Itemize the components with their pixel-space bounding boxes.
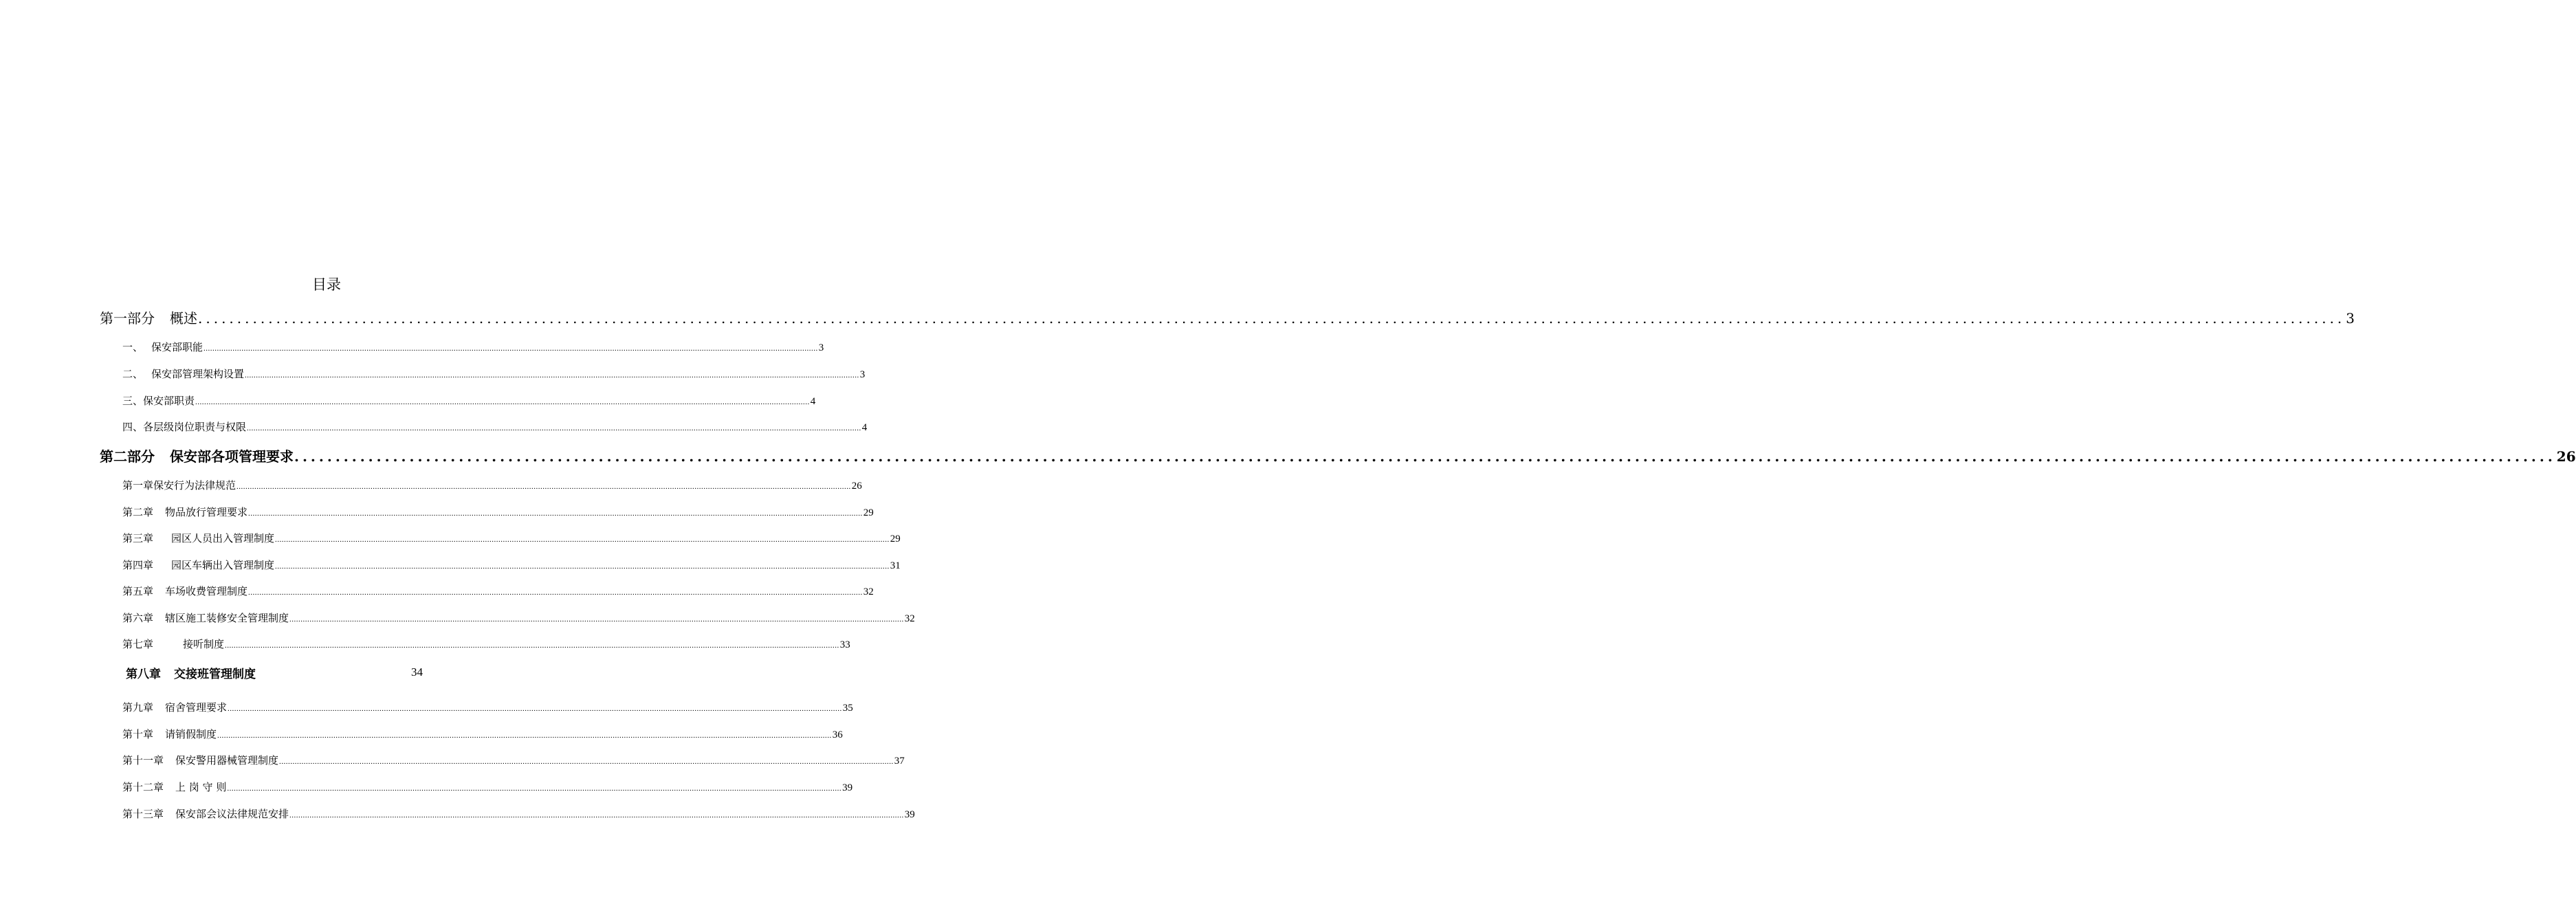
toc-leader-dots: ................................................................................................................................................................................................................................................................................... [217,732,832,740]
toc-page-number: 32 [904,613,915,624]
toc-page-number: 37 [894,756,905,767]
toc-part-2[interactable] [100,446,2576,465]
toc-leader-dots: ................................................................................................................................................................................................................................................................................... [248,588,863,597]
toc-page-number: 39 [842,782,853,793]
toc-leader-dots: ................................................................................................................................................................................................................................................................................... [275,536,890,544]
toc-chapter[interactable]: 第十章 请销假制度 ................................................................................................................................................................................................................................................................................... 36 [122,728,843,740]
toc-leader-dots: ................................................................................................................................................................................................................................................................................... [225,641,839,650]
toc-page-number: 3 [859,369,866,380]
toc-leader-dots: ................................................................................................................................................................................................................................................................................... [236,483,851,491]
toc-part-1[interactable] [100,307,2355,327]
toc-chapter[interactable]: 第四章 园区车辆出入管理制度 ................................................................................................................................................................................................................................................................................... 31 [122,559,901,571]
toc-page-number: 3 [818,342,824,353]
toc-chapter-8-page: 34 [411,666,423,679]
toc-chapter[interactable]: 第五章 车场收费管理制度 ................................................................................................................................................................................................................................................................................... 32 [122,585,874,597]
toc-page-number: 35 [842,703,853,714]
toc-leader-dots: ................................................................................................................................................................................................................................................................................... [294,448,2556,465]
toc-item[interactable]: 四、各层级岗位职责与权限 ................................................................................................................................................................................................................................................................................... 4 [122,421,868,433]
toc-chapter[interactable]: 第十一章 保安警用器械管理制度 ................................................................................................................................................................................................................................................................................... 37 [122,754,905,767]
toc-page-number: 32 [863,586,874,597]
toc-page-number: 4 [861,422,868,433]
toc-page-number: 3 [2346,310,2355,327]
toc-chapter[interactable]: 第十二章 上 岗 守 则 ................................................................................................................................................................................................................................................................................... 39 [122,781,853,793]
toc-leader-dots: ................................................................................................................................................................................................................................................................................... [289,615,904,624]
toc-item[interactable]: 三、保安部职责 ................................................................................................................................................................................................................................................................................... 4 [122,395,816,407]
toc-chapter[interactable]: 第六章 辖区施工装修安全管理制度 ................................................................................................................................................................................................................................................................................... 32 [122,612,915,624]
toc-chapter[interactable]: 第九章 宿舍管理要求 ................................................................................................................................................................................................................................................................................... 35 [122,701,853,714]
toc-leader-dots: ................................................................................................................................................................................................................................................................................... [227,784,842,793]
toc-part-2-label: 第二部分 保安部各项管理要求 [100,448,294,465]
toc-leader-dots: ................................................................................................................................................................................................................................................................................... [247,424,861,432]
toc-page-number: 4 [810,396,816,407]
toc-leader-dots: ................................................................................................................................................................................................................................................................................... [245,371,859,380]
toc-chapter[interactable]: 第七章 接听制度 ................................................................................................................................................................................................................................................................................... 33 [122,638,850,650]
toc-page-number: 36 [832,729,843,740]
toc-chapter[interactable]: 第三章 园区人员出入管理制度 ................................................................................................................................................................................................................................................................................... 29 [122,532,901,544]
toc-page-number: 31 [890,560,901,571]
toc-leader-dots: ................................................................................................................................................................................................................................................................................... [279,758,894,766]
toc-page-number: 26 [851,481,862,492]
toc-item[interactable]: 二、 保安部管理架构设置 ................................................................................................................................................................................................................................................................................... 3 [122,368,866,380]
toc-page-number: 29 [890,534,901,544]
toc-title: 目录 [312,276,341,293]
toc-leader-dots: ................................................................................................................................................................................................................................................................................... [289,811,904,820]
toc-chapter-8[interactable]: 第八章 交接班管理制度 [126,668,256,681]
toc-part-1-label: 第一部分 概述 [100,310,197,327]
toc-page-number: 29 [863,507,874,518]
toc-page-number: 39 [904,809,915,820]
toc-chapter[interactable]: 第一章保安行为法律规范 ................................................................................................................................................................................................................................................................................... 26 [122,479,862,492]
toc-page-number: 26 [2556,448,2576,465]
toc-leader-dots: ................................................................................................................................................................................................................................................................................... [198,310,2346,327]
toc-leader-dots: ................................................................................................................................................................................................................................................................................... [228,705,842,713]
toc-page-number: 33 [839,639,850,650]
toc-leader-dots: ................................................................................................................................................................................................................................................................................... [195,398,810,406]
toc-item[interactable]: 一、 保安部职能 ................................................................................................................................................................................................................................................................................... 3 [122,341,824,353]
toc-leader-dots: ................................................................................................................................................................................................................................................................................... [248,509,863,518]
toc-chapter[interactable]: 第十三章 保安部会议法律规范安排 ................................................................................................................................................................................................................................................................................... 39 [122,808,915,820]
toc-leader-dots: ................................................................................................................................................................................................................................................................................... [275,562,890,571]
toc-chapter[interactable]: 第二章 物品放行管理要求 ................................................................................................................................................................................................................................................................................... 29 [122,506,874,518]
toc-leader-dots: ................................................................................................................................................................................................................................................................................... [203,344,818,353]
